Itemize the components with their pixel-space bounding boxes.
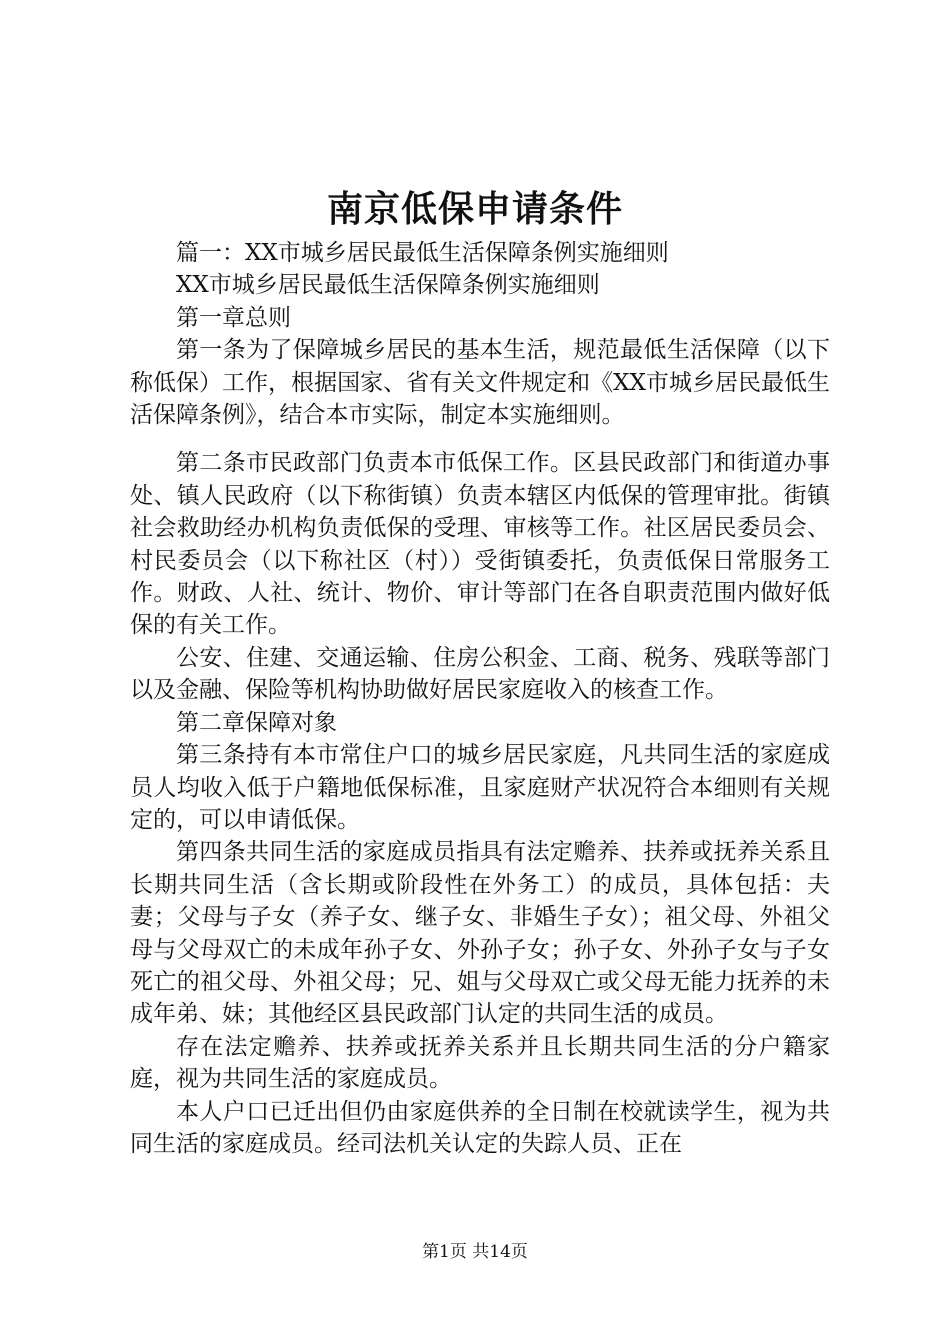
chapter-heading-1: 第一章总则: [176, 304, 291, 331]
article-2: 第二条市民政部门负责本市低保工作。区县民政部门和街道办事处、镇人民政府（以下称街镇）负责本辖区内低保的管理审批。街镇社会救助经办机构负责低保的受理、审核等工作。社区居民委员会、村民委员会（以下称社区（村））受街镇委托，负责低保日常服务工作。财政、人社、统计、物价、审计等部门在各自职责范围内做好低保的有关工作。: [130, 450, 830, 639]
article-4-paragraph-2: 存在法定赡养、扶养或抚养关系并且长期共同生活的分户籍家庭，视为共同生活的家庭成员。: [130, 1033, 830, 1093]
paragraph-heading-2: XX市城乡居民最低生活保障条例实施细则: [176, 272, 600, 299]
article-4: 第四条共同生活的家庭成员指具有法定赡养、扶养或抚养关系且长期共同生活（含长期或阶段性在外务工）的成员，具体包括：夫妻；父母与子女（养子女、继子女、非婚生子女）；祖父母、外祖父母与父母双亡的未成年孙子女、外孙子女；孙子女、外孙子女与子女死亡的祖父母、外祖父母；兄、姐与父母双亡或父母无能力抚养的未成年弟、妹；其他经区县民政部门认定的共同生活的成员。: [130, 839, 830, 1028]
article-4-paragraph-3: 本人户口已迁出但仍由家庭供养的全日制在校就读学生，视为共同生活的家庭成员。经司法机关认定的失踪人员、正在: [130, 1098, 830, 1157]
paragraph-heading-1: 篇一：XX市城乡居民最低生活保障条例实施细则: [176, 240, 669, 266]
article-3: 第三条持有本市常住户口的城乡居民家庭，凡共同生活的家庭成员人均收入低于户籍地低保标准，且家庭财产状况符合本细则有关规定的，可以申请低保。: [130, 742, 830, 833]
article-1: 第一条为了保障城乡居民的基本生活，规范最低生活保障（以下称低保）工作，根据国家、省有关文件规定和《XX市城乡居民最低生活保障条例》，结合本市实际，制定本实施细则。: [130, 337, 830, 429]
document-title: 南京低保申请条件: [326, 188, 623, 230]
document-body: [130, 237, 830, 1160]
page-footer: 第1页 共14页: [422, 1242, 528, 1262]
article-2-continued: 公安、住建、交通运输、住房公积金、工商、税务、残联等部门以及金融、保险等机构协助做好居民家庭收入的核查工作。: [130, 644, 830, 704]
chapter-heading-2: 第二章保障对象: [176, 709, 337, 736]
